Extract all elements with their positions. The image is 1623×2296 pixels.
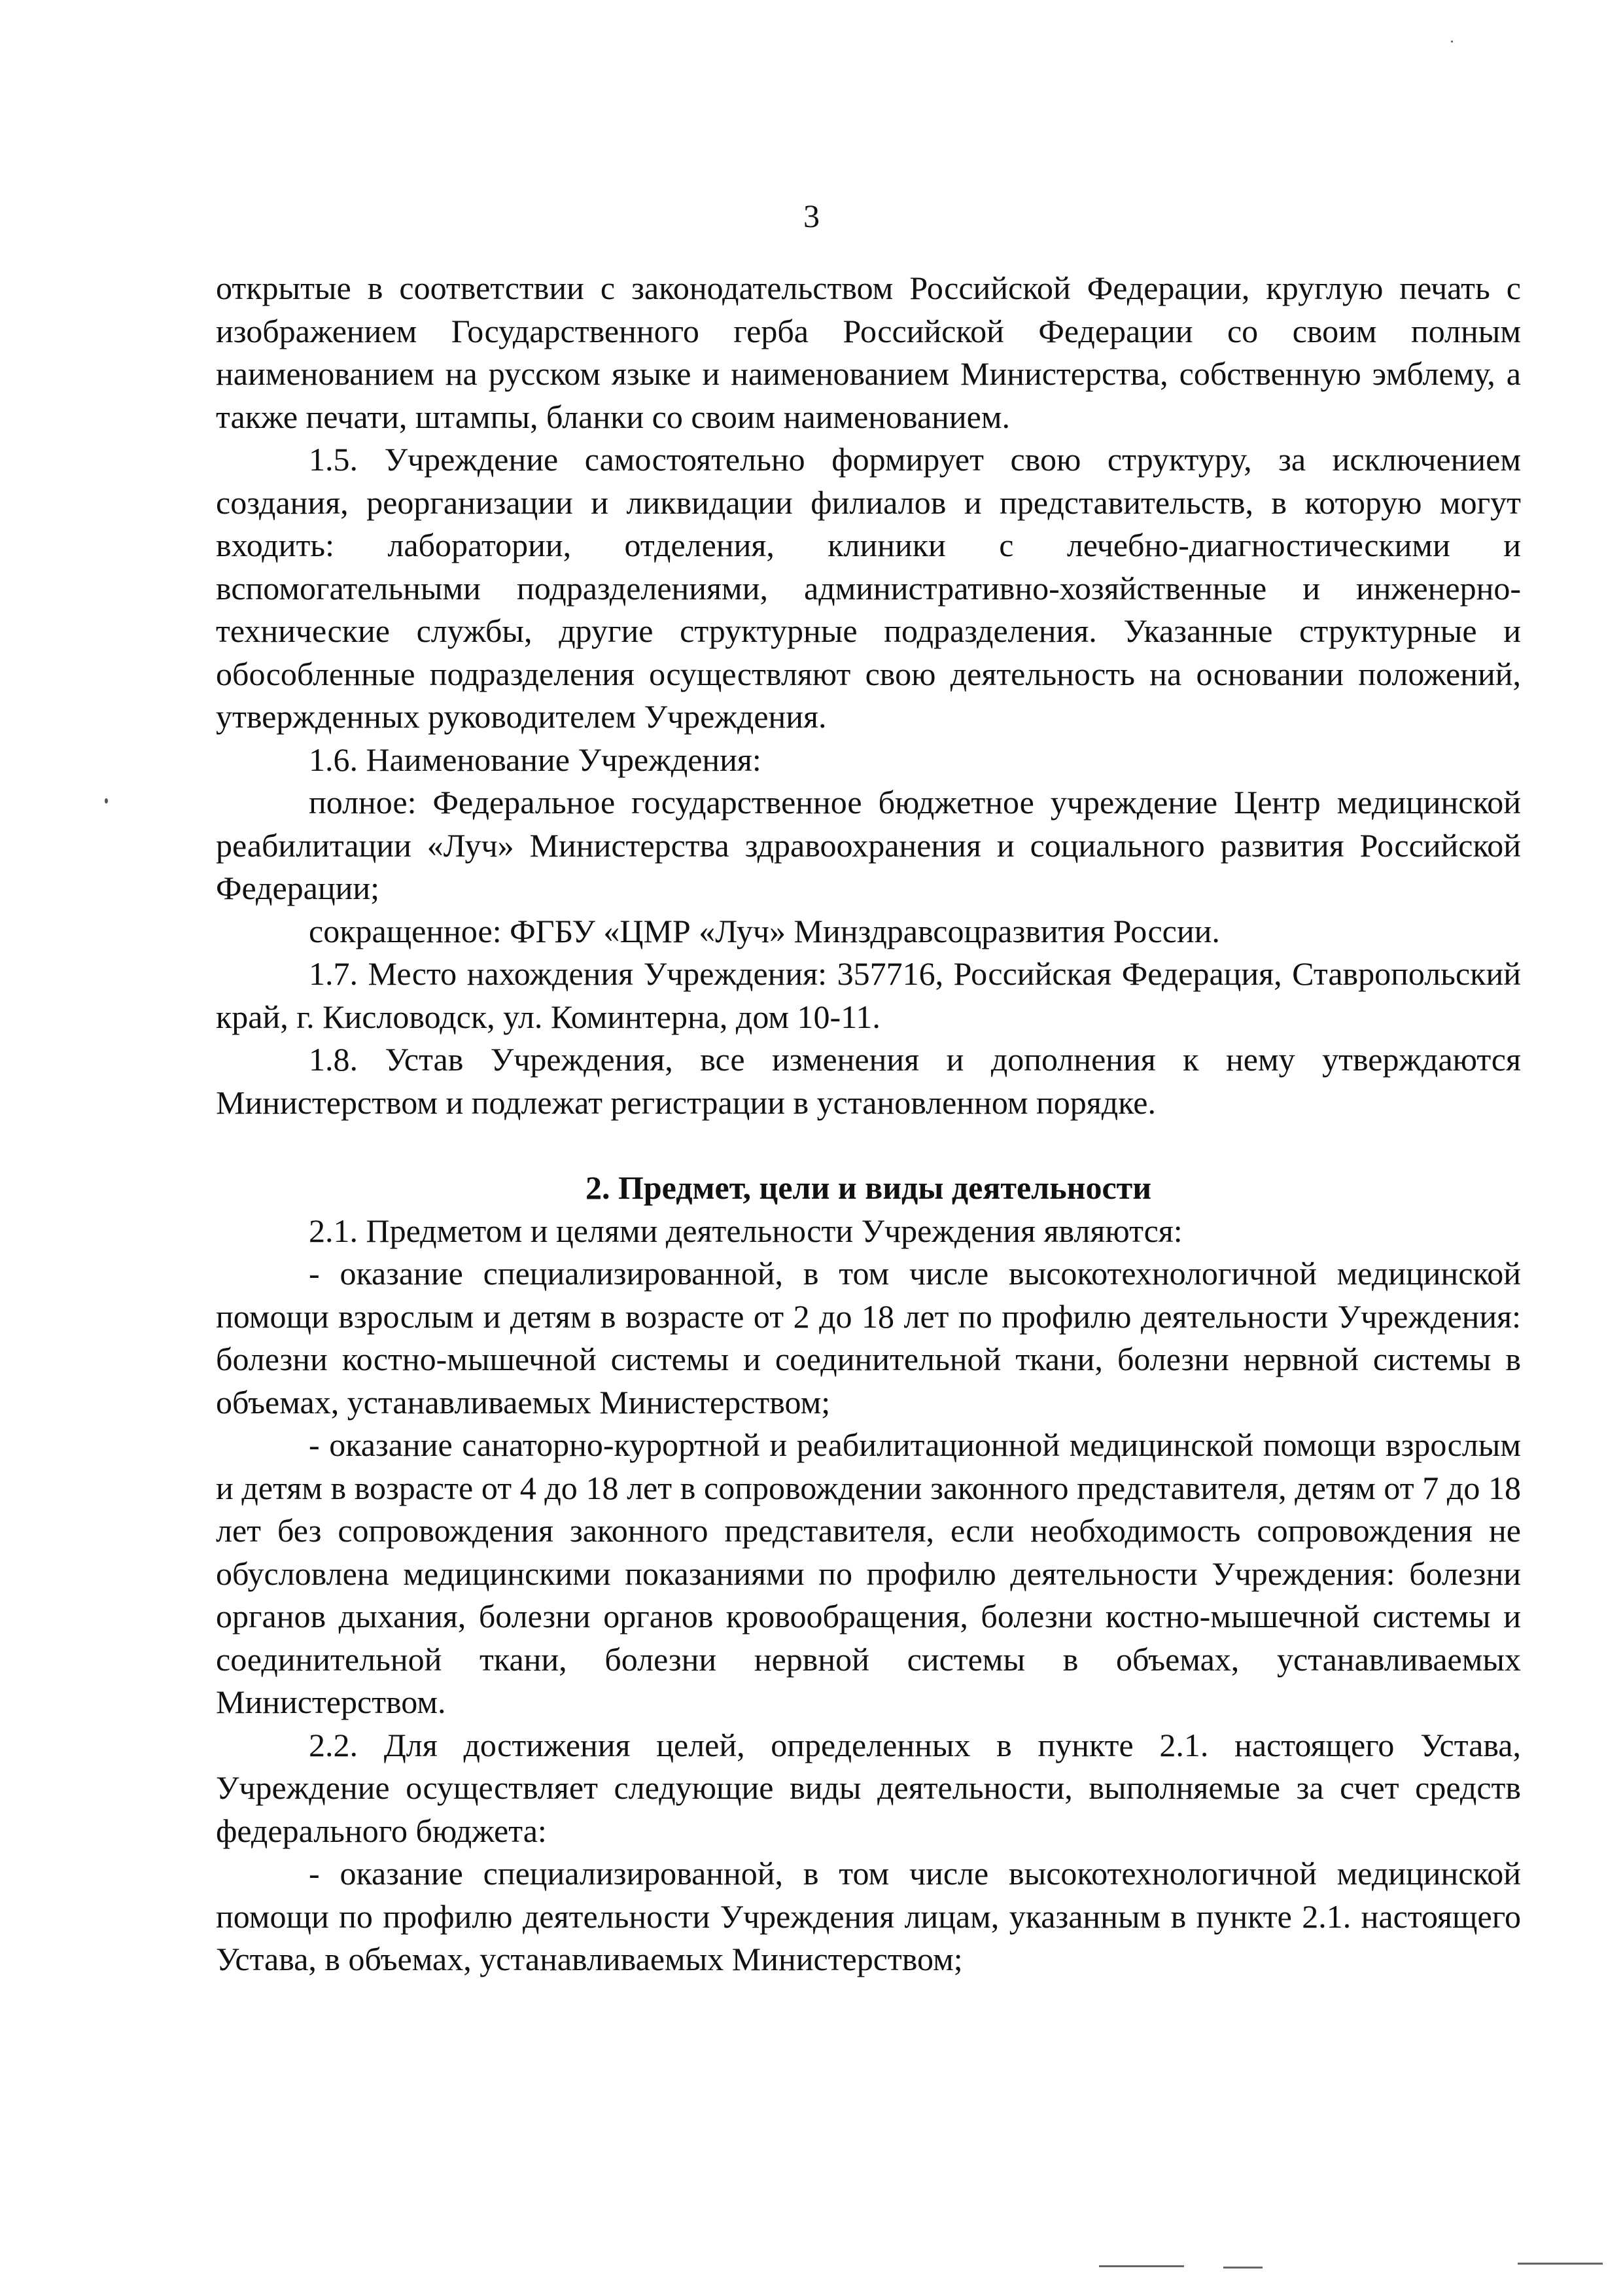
section-heading: 2. Предмет, цели и виды деятельности	[585, 1169, 1152, 1206]
scan-mark	[1223, 2267, 1263, 2269]
paragraph: - оказание санаторно-курортной и реабилитационной медицинской помощи взрослым и детям в возрасте от 4 до 18 лет в сопровождении законного представителя, детям от 7 до 18 лет без сопровождения законного представителя, если необходимость сопровождения не обусловлена медицинскими показаниями по профилю деятельности Учреждения: болезни органов дыхания, болезни органов кровообращения, болезни костно-мышечной системы и соединительной ткани, болезни нервной системы в объемах, устанавливаемых Министерством.	[216, 1426, 1521, 1720]
scan-speck	[105, 798, 108, 804]
paragraph: полное: Федеральное государственное бюджетное учреждение Центр медицинской реабилитации «Луч» Министерства здравоохранения и социального развития Российской Федерации;	[216, 784, 1521, 906]
charter-section-2	[216, 1210, 1521, 1981]
paragraph: - оказание специализированной, в том числе высокотехнологичной медицинской помощи по профилю деятельности Учреждения лицам, указанным в пункте 2.1. настоящего Устава, в объемах, устанавливаемых Министерством;	[216, 1855, 1521, 1977]
paragraph: 1.5. Учреждение самостоятельно формирует свою структуру, за исключением создания, реорганизации и ликвидации филиалов и представительств, в которую могут входить: лаборатории, отделения, клиники с лечебно-диагностическими и вспомогательными подразделениями, административно-хозяйственные и инженерно-технические службы, другие структурные подразделения. Указанные структурные и обособленные подразделения осуществляют свою деятельность на основании положений, утвержденных руководителем Учреждения.	[216, 441, 1521, 735]
paragraph: 2.1. Предметом и целями деятельности Учреждения являются:	[309, 1212, 1183, 1249]
scan-speck	[1451, 41, 1453, 43]
paragraph: 1.6. Наименование Учреждения:	[309, 741, 761, 778]
charter-section-1-continued	[216, 267, 1521, 1124]
paragraph: 2.2. Для достижения целей, определенных в пункте 2.1. настоящего Устава, Учреждение осуществляет следующие виды деятельности, выполняемые за счет средств федерального бюджета:	[216, 1726, 1521, 1849]
scan-mark	[1099, 2265, 1184, 2267]
paragraph: - оказание специализированной, в том числе высокотехнологичной медицинской помощи взрослым и детям в возрасте от 2 до 18 лет по профилю деятельности Учреждения: болезни костно-мышечной системы и соединительной ткани, болезни нервной системы в объемах, устанавливаемых Министерством;	[216, 1255, 1521, 1421]
paragraph: сокращенное: ФГБУ «ЦМР «Луч» Минздравсоцразвития России.	[309, 912, 1220, 949]
page-number: 3	[803, 198, 820, 234]
paragraph: 1.7. Место нахождения Учреждения: 357716, Российская Федерация, Ставропольский край, г. Кисловодск, ул. Коминтерна, дом 10-11.	[216, 955, 1521, 1035]
document-body	[216, 267, 1521, 1981]
paragraph: 1.8. Устав Учреждения, все изменения и дополнения к нему утверждаются Министерством и подлежат регистрации в установленном порядке.	[216, 1041, 1521, 1121]
paragraph: открытые в соответствии с законодательством Российской Федерации, круглую печать с изображением Государственного герба Российской Федерации со своим полным наименованием на русском языке и наименованием Министерства, собственную эмблему, а также печати, штампы, бланки со своим наименованием.	[216, 270, 1521, 435]
scan-mark	[1518, 2263, 1603, 2265]
